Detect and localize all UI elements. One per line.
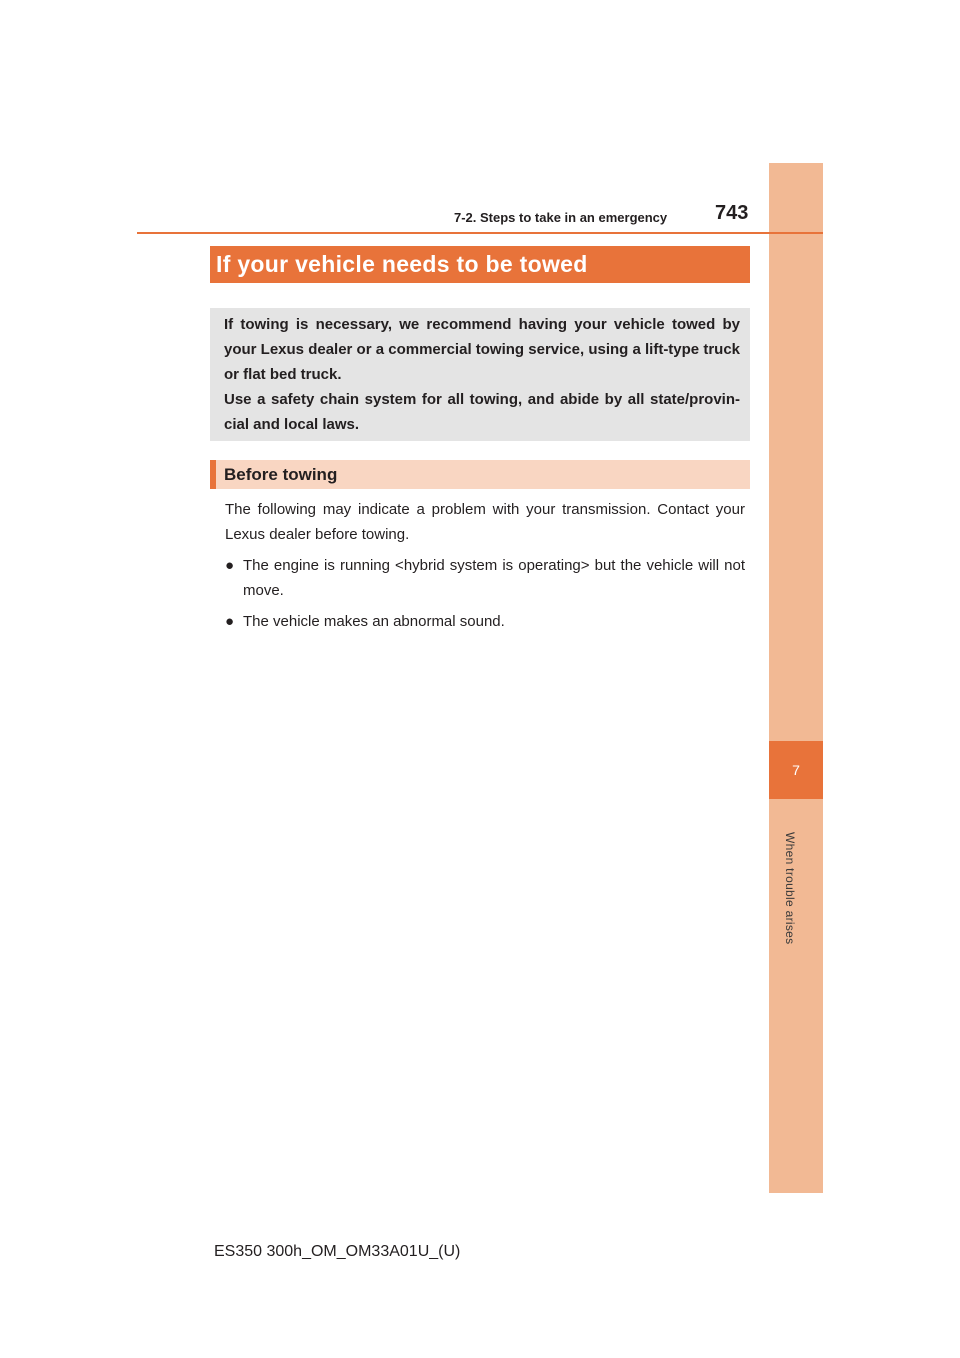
footer-document-code: ES350 300h_OM_OM33A01U_(U) — [214, 1243, 461, 1260]
list-item — [225, 609, 745, 634]
bullet-icon: ● — [225, 613, 235, 630]
list-item-text: The vehicle makes an abnormal sound. — [243, 613, 505, 630]
intro-paragraph-1: If towing is necessary, we recommend having your vehicle towed by your Lexus dealer or a commercial towing service, using a lift-type truck or flat bed truck. — [224, 316, 740, 383]
page-title: If your vehicle needs to be towed — [210, 246, 750, 283]
body-paragraph: The following may indicate a problem with your transmission. Contact your Lexus dealer before towing. — [225, 501, 745, 543]
intro-box — [210, 308, 750, 441]
chapter-number-badge: 7 — [769, 741, 823, 799]
subheading-before-towing: Before towing — [210, 460, 750, 489]
header-section-title: 7-2. Steps to take in an emergency — [454, 210, 668, 225]
page-number: 743 — [715, 202, 749, 224]
chapter-label: When trouble arises — [783, 832, 797, 945]
list-item-text: The engine is running <hybrid system is operating> but the vehicle will not move. — [243, 557, 745, 599]
chapter-side-tab — [769, 163, 823, 1193]
header-divider — [137, 232, 823, 234]
intro-paragraph-2: Use a safety chain system for all towing, and abide by all state/provin-cial and local laws. — [224, 391, 740, 433]
bullet-icon: ● — [225, 557, 235, 574]
list-item — [225, 553, 745, 603]
